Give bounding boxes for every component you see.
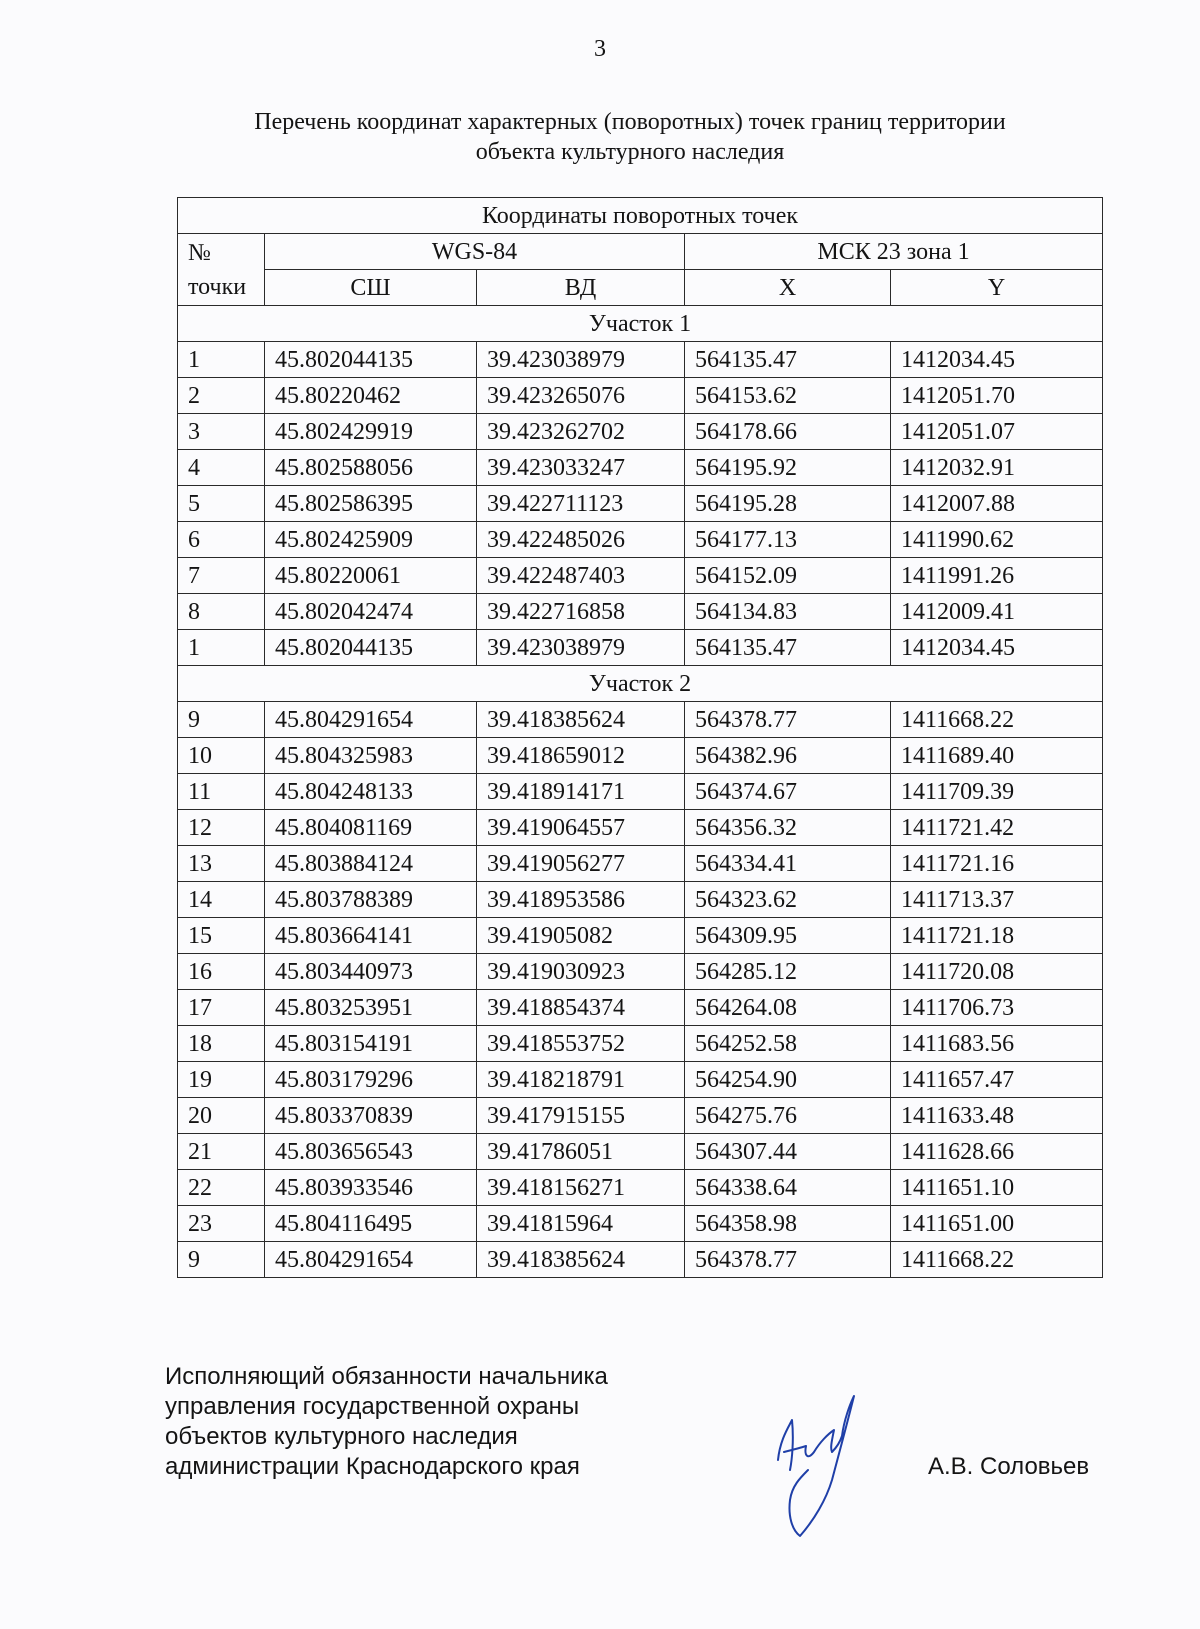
table-row (178, 954, 1103, 990)
latitude-cell: 45.803656543 (265, 1134, 477, 1170)
x-cell: 564323.62 (685, 882, 891, 918)
longitude-cell: 39.418854374 (477, 990, 685, 1026)
longitude-cell: 39.418156271 (477, 1170, 685, 1206)
x-cell: 564285.12 (685, 954, 891, 990)
signer-position-line: управления государственной охраны (165, 1393, 580, 1420)
point-number-cell: 1 (178, 342, 265, 378)
point-number-cell: 16 (178, 954, 265, 990)
latitude-cell: 45.802042474 (265, 594, 477, 630)
column-header-point-number (178, 234, 265, 306)
coordinates-table (177, 197, 1103, 1278)
column-header-longitude: ВД (477, 270, 685, 306)
latitude-cell: 45.803179296 (265, 1062, 477, 1098)
x-cell: 564334.41 (685, 846, 891, 882)
longitude-cell: 39.422485026 (477, 522, 685, 558)
column-header-number-sign: № (188, 240, 211, 266)
x-cell: 564378.77 (685, 702, 891, 738)
table-row (178, 846, 1103, 882)
signer-position-line: объектов культурного наследия (165, 1423, 518, 1450)
signer-position (165, 1362, 608, 1482)
y-cell: 1411668.22 (891, 1242, 1103, 1278)
x-cell: 564356.32 (685, 810, 891, 846)
longitude-cell: 39.423038979 (477, 342, 685, 378)
point-number-cell: 7 (178, 558, 265, 594)
y-cell: 1412051.70 (891, 378, 1103, 414)
x-cell: 564177.13 (685, 522, 891, 558)
latitude-cell: 45.804291654 (265, 1242, 477, 1278)
y-cell: 1411689.40 (891, 738, 1103, 774)
longitude-cell: 39.41905082 (477, 918, 685, 954)
y-cell: 1412051.07 (891, 414, 1103, 450)
longitude-cell: 39.418914171 (477, 774, 685, 810)
table-row (178, 1098, 1103, 1134)
point-number-cell: 17 (178, 990, 265, 1026)
document-title (170, 107, 1090, 167)
table-row (178, 522, 1103, 558)
latitude-cell: 45.804248133 (265, 774, 477, 810)
y-cell: 1411721.42 (891, 810, 1103, 846)
table-row (178, 414, 1103, 450)
y-cell: 1411628.66 (891, 1134, 1103, 1170)
longitude-cell: 39.423038979 (477, 630, 685, 666)
x-cell: 564378.77 (685, 1242, 891, 1278)
table-row (178, 342, 1103, 378)
column-group-msk23: МСК 23 зона 1 (685, 234, 1103, 270)
x-cell: 564152.09 (685, 558, 891, 594)
x-cell: 564135.47 (685, 342, 891, 378)
latitude-cell: 45.802044135 (265, 630, 477, 666)
section-label: Участок 2 (178, 666, 1103, 702)
longitude-cell: 39.418385624 (477, 702, 685, 738)
latitude-cell: 45.803154191 (265, 1026, 477, 1062)
point-number-cell: 19 (178, 1062, 265, 1098)
y-cell: 1411721.16 (891, 846, 1103, 882)
latitude-cell: 45.802586395 (265, 486, 477, 522)
handwritten-signature (770, 1390, 860, 1540)
column-header-points: точки (188, 274, 247, 300)
longitude-cell: 39.422487403 (477, 558, 685, 594)
longitude-cell: 39.418659012 (477, 738, 685, 774)
y-cell: 1411657.47 (891, 1062, 1103, 1098)
y-cell: 1412007.88 (891, 486, 1103, 522)
x-cell: 564307.44 (685, 1134, 891, 1170)
point-number-cell: 6 (178, 522, 265, 558)
signer-name: А.В. Соловьев (928, 1453, 1090, 1480)
table-row (178, 990, 1103, 1026)
signature-stroke (778, 1396, 854, 1536)
page-number: 3 (594, 36, 606, 62)
latitude-cell: 45.804081169 (265, 810, 477, 846)
y-cell: 1411991.26 (891, 558, 1103, 594)
y-cell: 1411651.00 (891, 1206, 1103, 1242)
table-row (178, 738, 1103, 774)
y-cell: 1411713.37 (891, 882, 1103, 918)
table-row (178, 702, 1103, 738)
x-cell: 564254.90 (685, 1062, 891, 1098)
point-number-cell: 1 (178, 630, 265, 666)
latitude-cell: 45.80220462 (265, 378, 477, 414)
latitude-cell: 45.803370839 (265, 1098, 477, 1134)
table-row (178, 918, 1103, 954)
y-cell: 1412034.45 (891, 630, 1103, 666)
table-caption: Координаты поворотных точек (178, 198, 1103, 234)
table-row (178, 1242, 1103, 1278)
latitude-cell: 45.803253951 (265, 990, 477, 1026)
column-group-wgs84: WGS-84 (265, 234, 685, 270)
column-header-x: X (685, 270, 891, 306)
latitude-cell: 45.803664141 (265, 918, 477, 954)
longitude-cell: 39.419064557 (477, 810, 685, 846)
table-row (178, 558, 1103, 594)
y-cell: 1411651.10 (891, 1170, 1103, 1206)
section-label: Участок 1 (178, 306, 1103, 342)
table-row (178, 1062, 1103, 1098)
latitude-cell: 45.802425909 (265, 522, 477, 558)
point-number-cell: 15 (178, 918, 265, 954)
x-cell: 564134.83 (685, 594, 891, 630)
x-cell: 564358.98 (685, 1206, 891, 1242)
table-row (178, 1206, 1103, 1242)
signer-position-line: администрации Краснодарского края (165, 1453, 580, 1480)
title-line-2: объекта культурного наследия (475, 139, 785, 165)
x-cell: 564338.64 (685, 1170, 891, 1206)
longitude-cell: 39.419030923 (477, 954, 685, 990)
point-number-cell: 3 (178, 414, 265, 450)
longitude-cell: 39.418553752 (477, 1026, 685, 1062)
latitude-cell: 45.802429919 (265, 414, 477, 450)
y-cell: 1412009.41 (891, 594, 1103, 630)
table-row (178, 774, 1103, 810)
section-row (178, 666, 1103, 702)
longitude-cell: 39.41786051 (477, 1134, 685, 1170)
point-number-cell: 21 (178, 1134, 265, 1170)
latitude-cell: 45.804325983 (265, 738, 477, 774)
x-cell: 564178.66 (685, 414, 891, 450)
point-number-cell: 11 (178, 774, 265, 810)
point-number-cell: 10 (178, 738, 265, 774)
longitude-cell: 39.418385624 (477, 1242, 685, 1278)
column-header-latitude: СШ (265, 270, 477, 306)
y-cell: 1412034.45 (891, 342, 1103, 378)
table-row (178, 1170, 1103, 1206)
y-cell: 1411633.48 (891, 1098, 1103, 1134)
table-row (178, 1026, 1103, 1062)
longitude-cell: 39.422716858 (477, 594, 685, 630)
latitude-cell: 45.804291654 (265, 702, 477, 738)
point-number-cell: 4 (178, 450, 265, 486)
latitude-cell: 45.803788389 (265, 882, 477, 918)
point-number-cell: 13 (178, 846, 265, 882)
point-number-cell: 9 (178, 702, 265, 738)
title-line-1: Перечень координат характерных (поворотных) точек границ территории (254, 109, 1006, 135)
longitude-cell: 39.423033247 (477, 450, 685, 486)
x-cell: 564264.08 (685, 990, 891, 1026)
point-number-cell: 14 (178, 882, 265, 918)
y-cell: 1412032.91 (891, 450, 1103, 486)
x-cell: 564309.95 (685, 918, 891, 954)
x-cell: 564195.92 (685, 450, 891, 486)
longitude-cell: 39.419056277 (477, 846, 685, 882)
table-row (178, 378, 1103, 414)
table-row (178, 810, 1103, 846)
x-cell: 564382.96 (685, 738, 891, 774)
y-cell: 1411668.22 (891, 702, 1103, 738)
y-cell: 1411721.18 (891, 918, 1103, 954)
latitude-cell: 45.803933546 (265, 1170, 477, 1206)
y-cell: 1411990.62 (891, 522, 1103, 558)
y-cell: 1411706.73 (891, 990, 1103, 1026)
table-row (178, 486, 1103, 522)
point-number-cell: 5 (178, 486, 265, 522)
latitude-cell: 45.803440973 (265, 954, 477, 990)
x-cell: 564153.62 (685, 378, 891, 414)
coordinates-table-body (178, 306, 1103, 1278)
x-cell: 564135.47 (685, 630, 891, 666)
x-cell: 564195.28 (685, 486, 891, 522)
table-row (178, 1134, 1103, 1170)
latitude-cell: 45.802044135 (265, 342, 477, 378)
x-cell: 564374.67 (685, 774, 891, 810)
x-cell: 564252.58 (685, 1026, 891, 1062)
point-number-cell: 20 (178, 1098, 265, 1134)
longitude-cell: 39.423265076 (477, 378, 685, 414)
table-row (178, 882, 1103, 918)
table-row (178, 630, 1103, 666)
y-cell: 1411683.56 (891, 1026, 1103, 1062)
longitude-cell: 39.422711123 (477, 486, 685, 522)
point-number-cell: 22 (178, 1170, 265, 1206)
point-number-cell: 12 (178, 810, 265, 846)
y-cell: 1411720.08 (891, 954, 1103, 990)
point-number-cell: 23 (178, 1206, 265, 1242)
longitude-cell: 39.418218791 (477, 1062, 685, 1098)
point-number-cell: 2 (178, 378, 265, 414)
latitude-cell: 45.804116495 (265, 1206, 477, 1242)
longitude-cell: 39.418953586 (477, 882, 685, 918)
point-number-cell: 9 (178, 1242, 265, 1278)
signer-position-line: Исполняющий обязанности начальника (165, 1363, 608, 1390)
longitude-cell: 39.41815964 (477, 1206, 685, 1242)
section-row (178, 306, 1103, 342)
point-number-cell: 8 (178, 594, 265, 630)
latitude-cell: 45.802588056 (265, 450, 477, 486)
latitude-cell: 45.803884124 (265, 846, 477, 882)
x-cell: 564275.76 (685, 1098, 891, 1134)
latitude-cell: 45.80220061 (265, 558, 477, 594)
longitude-cell: 39.417915155 (477, 1098, 685, 1134)
column-header-y: Y (891, 270, 1103, 306)
table-row (178, 450, 1103, 486)
longitude-cell: 39.423262702 (477, 414, 685, 450)
point-number-cell: 18 (178, 1026, 265, 1062)
table-row (178, 594, 1103, 630)
y-cell: 1411709.39 (891, 774, 1103, 810)
